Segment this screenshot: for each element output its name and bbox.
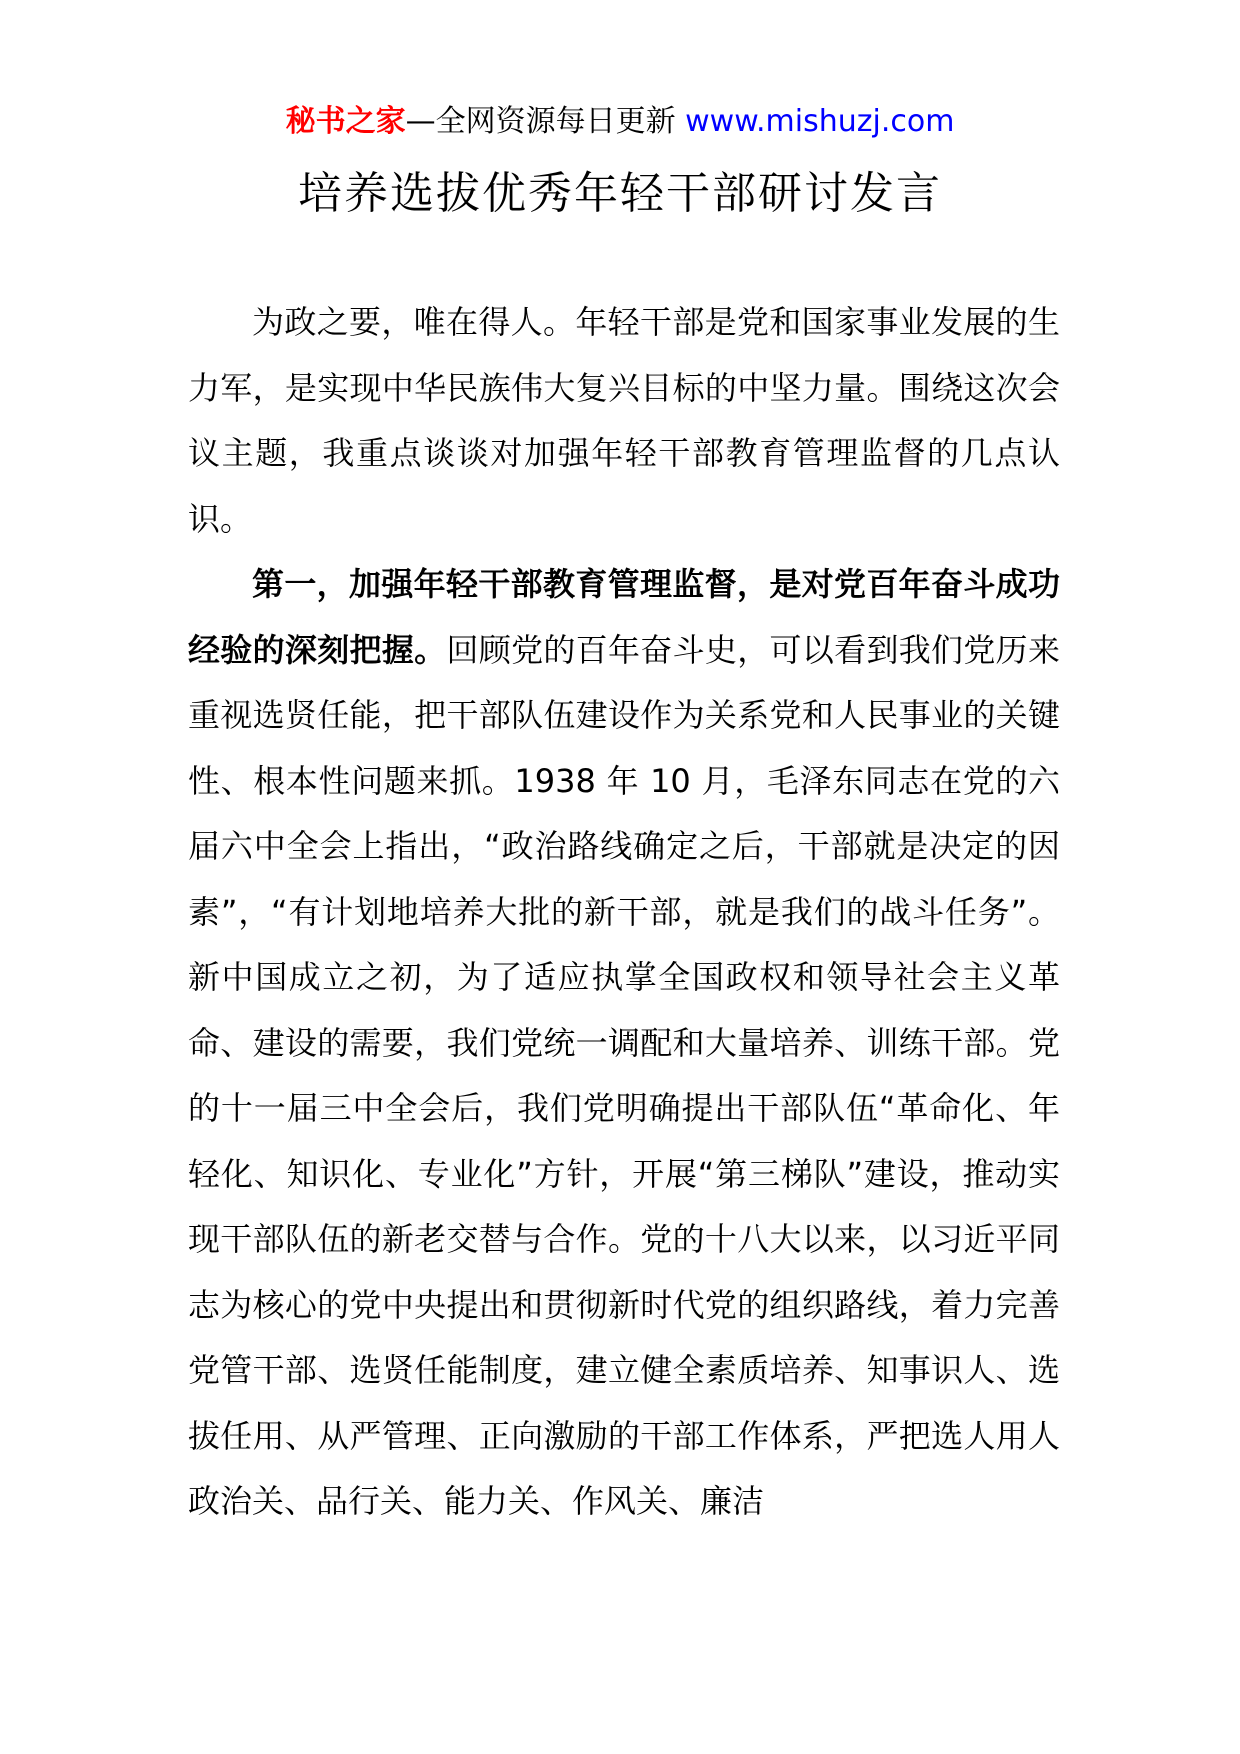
paragraph-body-text: 回顾党的百年奋斗史，可以看到我们党历来重视选贤任能，把干部队伍建设作为关系党和人民事业的关键性、根本性问题来抓。1938 年 10 月，毛泽东同志在党的六届六中全会上指出，“政治路线确定之后，干部就是决定的因素”，“有计划地培养大批的新干部，就是我们的战斗任务”。新中国成立之初，为了适应执掌全国政权和领导社会主义革命、建设的需要，我们党统一调配和大量培养、训练干部。党的十一届三中全会后，我们党明确提出干部队伍“革命化、年轻化、知识化、专业化”方针，开展“第三梯队”建设，推动实现干部队伍的新老交替与合作。党的十八大以来，以习近平同志为核心的党中央提出和贯彻新时代党的组织路线，着力完善党管干部、选贤任能制度，建立健全素质培养、知事识人、选拔任用、从严管理、正向激励的干部工作体系，严把选人用人政治关、品行关、能力关、作风关、廉洁: [188, 630, 1060, 1520]
site-header: [0, 102, 1240, 142]
site-url-link[interactable]: www.mishuzj.com: [685, 104, 955, 139]
document-body: [188, 290, 1060, 1535]
brand-name: 秘书之家: [285, 104, 406, 139]
paragraph-lead-phrase: 第一，加强年轻干部教育管理监督，是对党百年奋斗成功经验的深刻把握。: [188, 565, 1060, 669]
site-tagline: —全网资源每日更新: [405, 104, 686, 139]
document-title: 培养选拔优秀年轻干部研讨发言: [298, 168, 942, 219]
paragraph-intro: 为政之要，唯在得人。年轻干部是党和国家事业发展的生力军，是实现中华民族伟大复兴目标的中坚力量。围绕这次会议主题，我重点谈谈对加强年轻干部教育管理监督的几点认识。: [188, 303, 1060, 538]
paragraph-first-point: [188, 552, 1060, 1535]
